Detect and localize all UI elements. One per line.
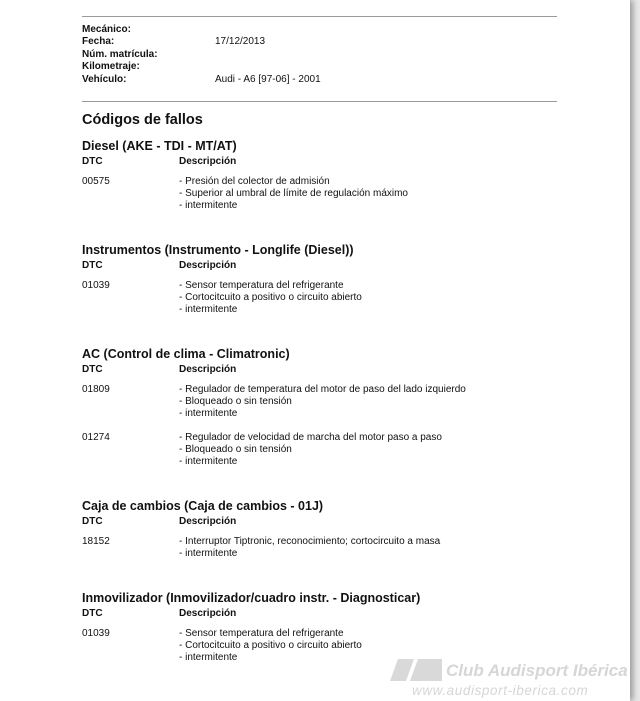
info-row [82, 74, 557, 86]
info-label: Mecánico: [82, 24, 131, 35]
fault-entry [82, 384, 602, 420]
description-line: - Presión del colector de admisión [179, 176, 330, 187]
fault-entry [82, 432, 602, 468]
fault-section [82, 498, 602, 560]
info-row [82, 49, 557, 61]
description-line: - intermitente [179, 548, 238, 559]
section-title: AC (Control de clima - Climatronic) [82, 347, 290, 361]
info-label: Kilometraje: [82, 61, 140, 73]
description-column-header: Descripción [179, 608, 237, 619]
fault-entry [82, 176, 602, 212]
description-line: - Superior al umbral de límite de regulación máximo [179, 188, 408, 199]
section-title: Inmovilizador (Inmovilizador/cuadro instr. - Diagnosticar) [82, 591, 421, 605]
description-line: - intermitente [179, 304, 238, 315]
description-line: - Cortocitcuito a positivo o circuito abierto [179, 292, 362, 303]
fault-section [82, 590, 602, 664]
description-line: - intermitente [179, 652, 238, 663]
description-column-header: Descripción [179, 156, 237, 167]
description-line: - Bloqueado o sin tensión [179, 396, 292, 407]
dtc-column-header: DTC [82, 516, 103, 527]
fault-description [179, 384, 602, 420]
dtc-code: 01274 [82, 432, 110, 443]
description-line: - Regulador de velocidad de marcha del motor paso a paso [179, 432, 442, 443]
section-title: Instrumentos (Instrumento - Longlife (Diesel)) [82, 243, 354, 257]
description-column-header: Descripción [179, 516, 237, 527]
description-column-header: Descripción [179, 364, 237, 375]
watermark-url: www.audisport-iberica.com [412, 683, 589, 698]
fault-description [179, 536, 602, 560]
report-title: Códigos de fallos [82, 112, 203, 128]
info-divider [82, 101, 557, 102]
dtc-code: 01039 [82, 628, 110, 639]
fault-description [179, 280, 602, 316]
info-value: Audi - A6 [97-06] - 2001 [215, 73, 321, 85]
section-title: Diesel (AKE - TDI - MT/AT) [82, 139, 237, 153]
watermark-name: Club Audisport Ibérica [446, 661, 628, 680]
description-line: - intermitente [179, 200, 238, 211]
description-line: - intermitente [179, 408, 238, 419]
vehicle-info [82, 24, 557, 86]
fault-entry [82, 280, 602, 316]
dtc-column-header: DTC [82, 364, 103, 375]
description-line: - Sensor temperatura del refrigerante [179, 628, 344, 639]
fault-section [82, 242, 602, 316]
fault-entry [82, 536, 602, 560]
fault-section [82, 346, 602, 468]
description-line: - Sensor temperatura del refrigerante [179, 280, 344, 291]
fault-description [179, 432, 602, 468]
description-column-header: Descripción [179, 260, 237, 271]
info-row [82, 24, 557, 36]
column-headers [82, 260, 602, 272]
watermark [390, 656, 640, 701]
description-line: - Bloqueado o sin tensión [179, 444, 292, 455]
dtc-code: 01809 [82, 384, 110, 395]
column-headers [82, 156, 602, 168]
description-line: - Regulador de temperatura del motor de paso del lado izquierdo [179, 384, 466, 395]
info-label: Núm. matrícula: [82, 48, 158, 60]
info-value: 17/12/2013 [215, 36, 266, 48]
dtc-column-header: DTC [82, 156, 103, 167]
dtc-code: 18152 [82, 536, 110, 547]
club-logo-icon [390, 659, 442, 681]
info-label: Fecha: [82, 36, 115, 48]
description-line: - Interruptor Tiptronic, reconocimiento; cortocircuito a masa [179, 536, 441, 547]
info-row [82, 61, 557, 73]
column-headers [82, 516, 602, 528]
info-row [82, 36, 557, 48]
dtc-code: 01039 [82, 280, 110, 291]
top-divider [82, 16, 557, 17]
column-headers [82, 608, 602, 620]
column-headers [82, 364, 602, 376]
description-line: - intermitente [179, 456, 238, 467]
description-line: - Cortocitcuito a positivo o circuito abierto [179, 640, 362, 651]
dtc-column-header: DTC [82, 260, 103, 271]
fault-section [82, 138, 602, 212]
dtc-code: 00575 [82, 176, 110, 187]
dtc-column-header: DTC [82, 608, 103, 619]
section-title: Caja de cambios (Caja de cambios - 01J) [82, 499, 324, 513]
fault-description [179, 176, 602, 212]
info-label: Vehículo: [82, 73, 127, 85]
